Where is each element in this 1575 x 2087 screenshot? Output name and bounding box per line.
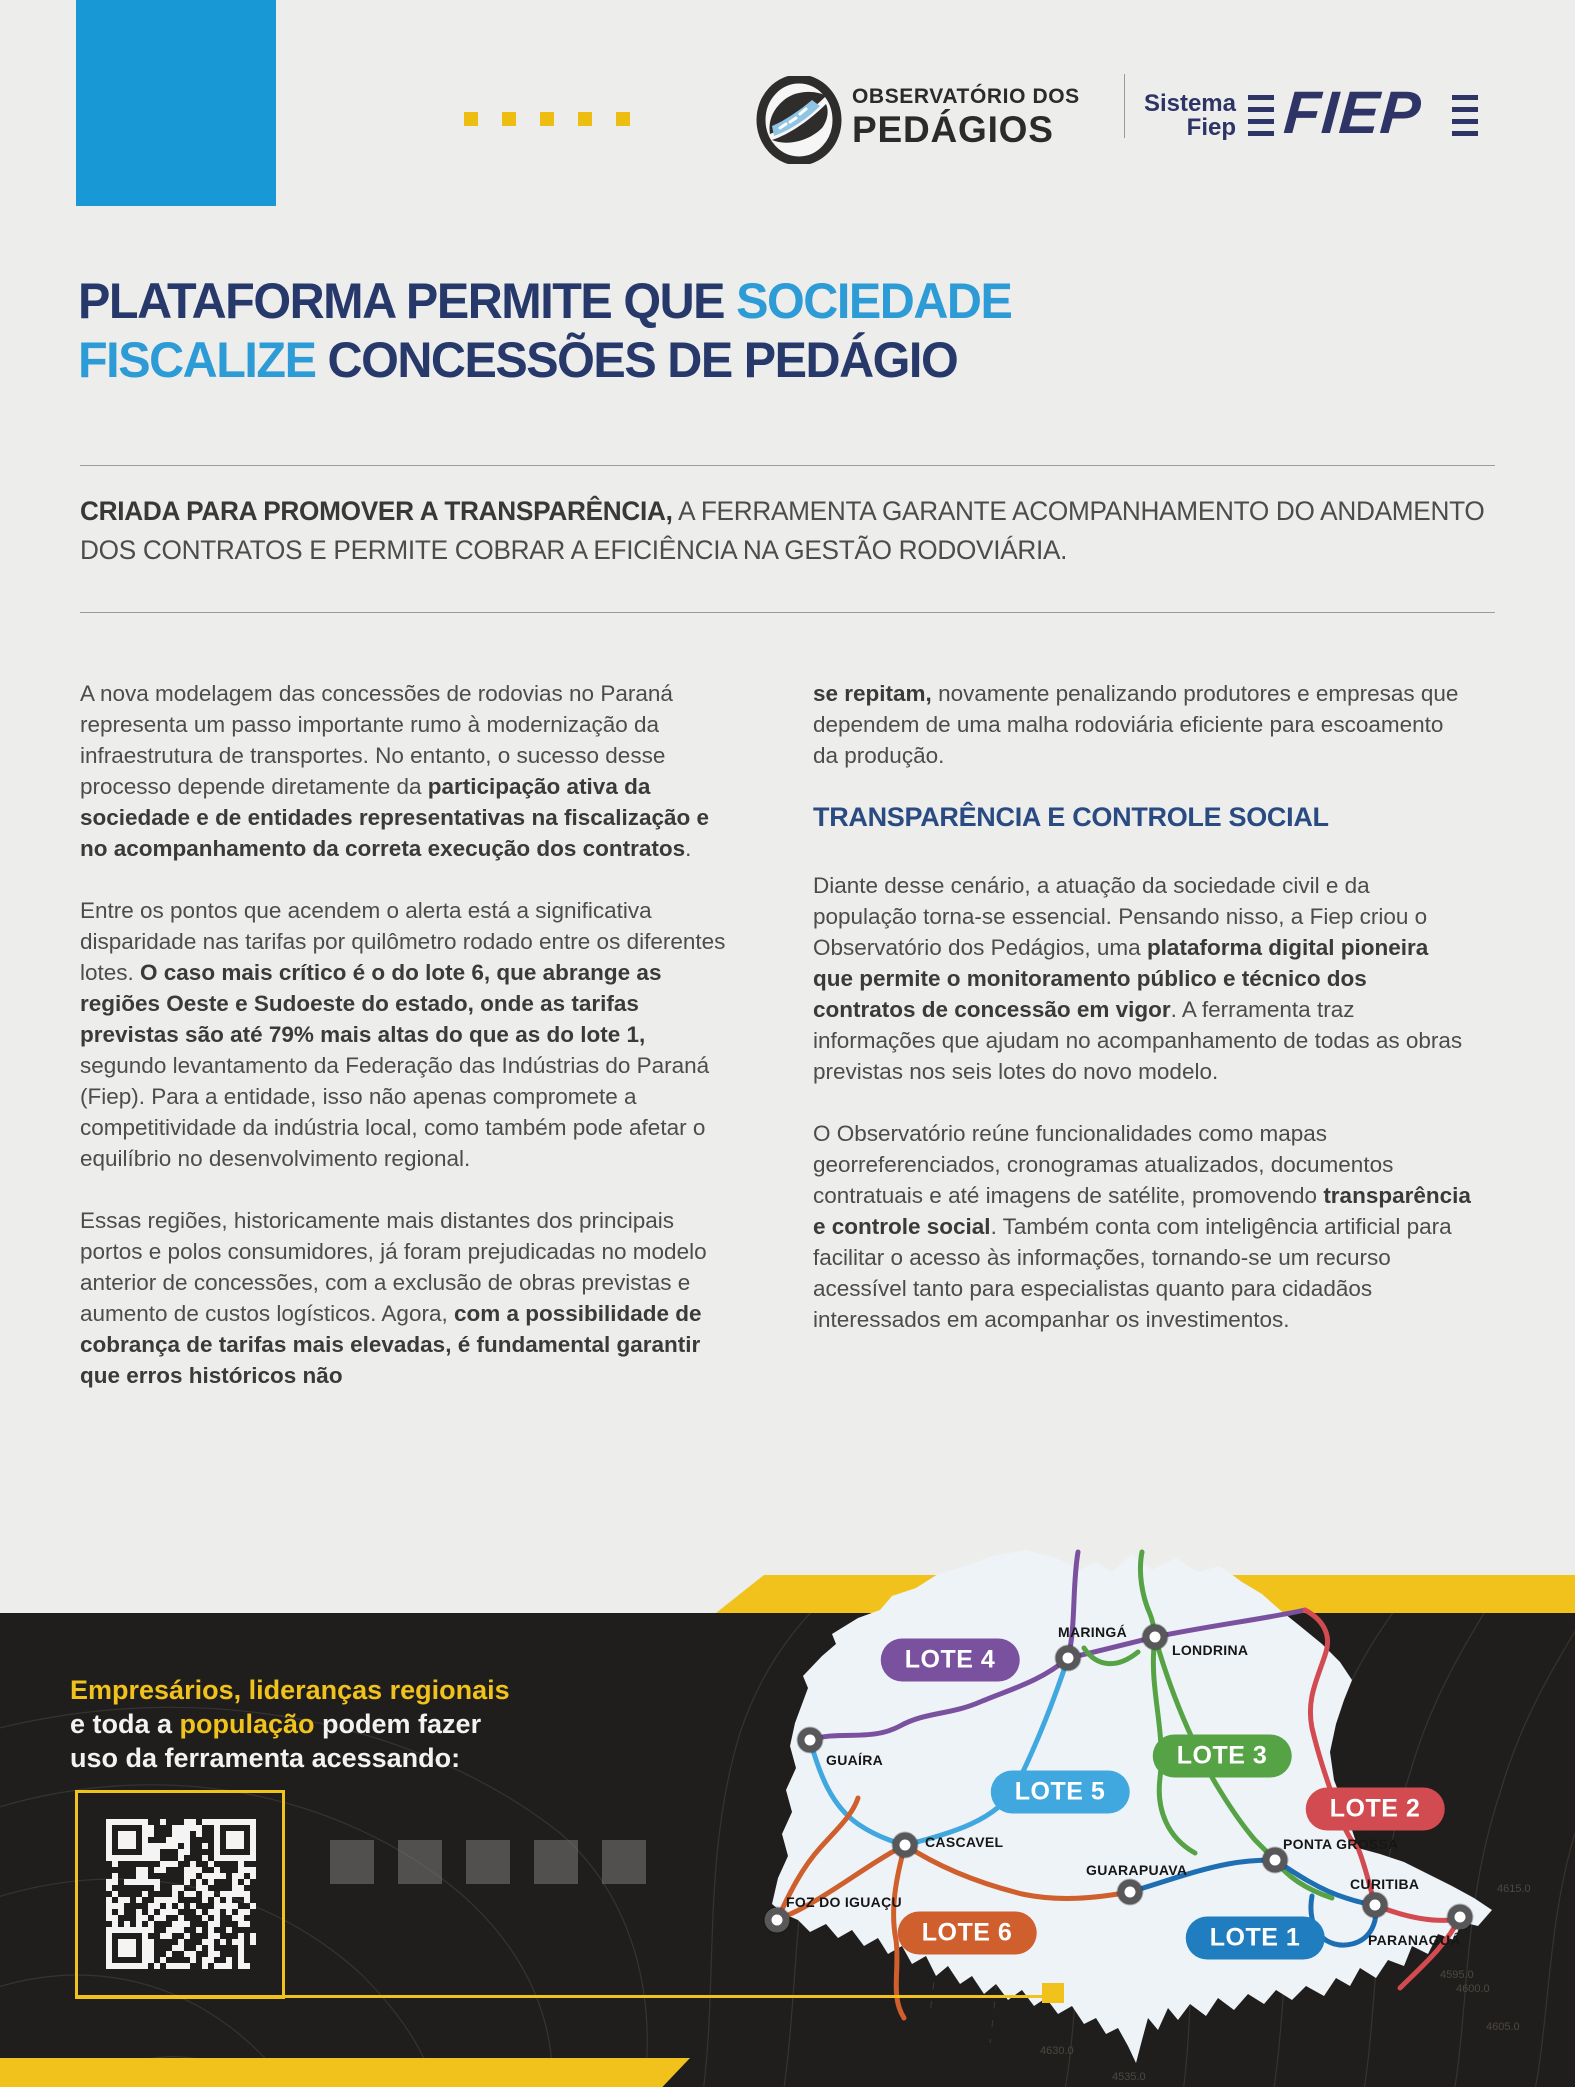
badge-lote-3: LOTE 3 xyxy=(1153,1735,1292,1778)
city-label: GUAÍRA xyxy=(826,1752,884,1768)
article-column-left xyxy=(80,678,730,1422)
text-segment: com a possibilidade de cobrança de tarifas mais elevadas, é fundamental garantir que erros históricos não xyxy=(80,1301,702,1388)
qr-code xyxy=(75,1790,285,1999)
gray-square xyxy=(534,1840,578,1884)
lede-paragraph xyxy=(80,492,1516,570)
sistema-fiep-label xyxy=(1138,92,1236,140)
observatorio-logo-text xyxy=(852,86,1080,148)
paragraph xyxy=(80,1205,730,1391)
contour-elevation-label: 4535.0 xyxy=(1112,2071,1146,2083)
gray-square xyxy=(330,1840,374,1884)
text-segment: FISCALIZE xyxy=(78,332,316,388)
fiep-dash-decoration xyxy=(1248,95,1274,136)
paragraph xyxy=(813,678,1473,771)
text-segment: O Observatório reúne funcionalidades como mapas georreferenciados, cronogramas atualizados, documentos contratuais e até imagens de satélite, promovendo xyxy=(813,1121,1394,1208)
blue-accent-square xyxy=(76,0,276,206)
city-marker-guaíra xyxy=(798,1728,823,1753)
sistema-line1: Sistema xyxy=(1143,90,1236,117)
city-label: PONTA GROSSA xyxy=(1283,1836,1399,1852)
gray-square xyxy=(398,1840,442,1884)
text-segment: CONCESSÕES DE PEDÁGIO xyxy=(315,332,958,388)
text-segment: A nova modelagem das concessões de rodovias no Paraná representa um passo importante rumo à modernização da infraestrutura de transportes. No entanto, o sucesso desse processo depende diretamente da xyxy=(80,681,673,799)
header-divider xyxy=(1124,74,1125,138)
yellow-dot xyxy=(616,112,630,126)
contour-elevation-label: 4595.0 xyxy=(1440,1969,1474,1981)
city-label: CURITIBA xyxy=(1350,1876,1420,1892)
contour-elevation-label: 4630.0 xyxy=(1040,2045,1074,2057)
article-column-right xyxy=(813,678,1473,1422)
cta-line1 xyxy=(70,1673,510,1707)
city-marker-cascavel xyxy=(893,1833,918,1858)
text-segment: Entre os pontos que acendem o alerta está a significativa disparidade nas tarifas por quilômetro rodado entre os diferentes lotes. xyxy=(80,898,726,985)
yellow-dot xyxy=(540,112,554,126)
paragraph xyxy=(813,1118,1473,1335)
contour-elevation-label: 4605.0 xyxy=(1486,2021,1520,2033)
yellow-dot xyxy=(502,112,516,126)
contour-elevation-label: 4615.0 xyxy=(1497,1883,1531,1895)
text-segment: e toda a xyxy=(70,1709,180,1739)
yellow-dot xyxy=(578,112,592,126)
text-segment: PLATAFORMA PERMITE QUE xyxy=(78,273,737,329)
gray-squares-decoration xyxy=(330,1840,646,1884)
text-segment: participação ativa da sociedade e de entidades representativas na fiscalização e no acompanhamento da correta execução dos contratos xyxy=(80,774,710,861)
text-segment: Essas regiões, historicamente mais distantes dos principais portos e polos consumidores, já foram prejudicadas no modelo anterior de concessões, com a exclusão de obras previstas e aumento de custos logísticos. Agora, xyxy=(80,1208,707,1326)
yellow-dots-row xyxy=(464,112,630,126)
badge-lote-4: LOTE 4 xyxy=(881,1639,1020,1682)
divider-rule-bottom xyxy=(80,612,1495,613)
parana-lots-map xyxy=(740,1548,1500,2087)
text-segment: Diante desse cenário, a atuação da sociedade civil e da população torna-se essencial. Pensando nisso, a Fiep criou o Observatório dos Pedágios, uma xyxy=(813,873,1428,960)
observatorio-line2: PEDÁGIOS xyxy=(852,109,1054,150)
city-label: MARINGÁ xyxy=(1058,1624,1127,1640)
yellow-dot xyxy=(464,112,478,126)
city-label: GUARAPUAVA xyxy=(1086,1862,1188,1878)
badge-lote-6: LOTE 6 xyxy=(898,1912,1037,1955)
article-columns xyxy=(80,678,1500,1422)
city-label: FOZ DO IGUAÇU xyxy=(786,1894,902,1910)
city-marker-guarapuava xyxy=(1118,1880,1143,1905)
text-segment: . A ferramenta traz informações que ajudam no acompanhamento de todas as obras previstas nos seis lotes do novo modelo. xyxy=(813,997,1463,1084)
title-line2 xyxy=(78,332,957,388)
section-heading: TRANSPARÊNCIA E CONTROLE SOCIAL xyxy=(813,802,1329,832)
text-segment: uso da ferramenta acessando: xyxy=(70,1743,461,1773)
cta-text xyxy=(70,1673,510,1775)
text-segment: plataforma digital pioneira que permite o monitoramento público e técnico dos contratos de concessão em vigor xyxy=(813,935,1429,1022)
text-segment: CRIADA PARA PROMOVER A TRANSPARÊNCIA, xyxy=(80,496,673,526)
text-segment: Empresários, lideranças regionais xyxy=(70,1675,510,1705)
city-marker-foz-do-iguaçu xyxy=(765,1908,790,1933)
city-label: CASCAVEL xyxy=(925,1834,1004,1850)
text-segment: SOCIEDADE xyxy=(736,273,1012,329)
text-segment: A FERRAMENTA GARANTE ACOMPANHAMENTO DO ANDAMENTO DOS CONTRATOS E PERMITE COBRAR A EFICIÊNCIA NA GESTÃO RODOVIÁRIA. xyxy=(80,496,1485,565)
fiep-dash-decoration xyxy=(1452,95,1478,136)
cta-line2 xyxy=(70,1707,510,1741)
paragraph xyxy=(80,895,730,1174)
badge-lote-1: LOTE 1 xyxy=(1186,1917,1325,1960)
observatorio-line1: OBSERVATÓRIO DOS xyxy=(852,85,1080,108)
sistema-line2: Fiep xyxy=(1186,114,1236,141)
city-marker-curitiba xyxy=(1363,1893,1388,1918)
city-marker-londrina xyxy=(1143,1625,1168,1650)
fiep-wordmark: FIEP xyxy=(1281,79,1424,146)
city-label: LONDRINA xyxy=(1172,1642,1249,1658)
text-segment: O caso mais crítico é o do lote 6, que abrange as regiões Oeste e Sudoeste do estado, onde as tarifas previstas são até 79% mais altas do que as do lote 1, xyxy=(80,960,662,1047)
text-segment: transparência e controle social xyxy=(813,1183,1471,1239)
text-segment: . xyxy=(685,836,692,861)
text-segment: podem fazer xyxy=(314,1709,482,1739)
qr-connector-cap xyxy=(1042,1983,1064,2003)
city-marker-maringá xyxy=(1056,1646,1081,1671)
city-label: PARANAGUÁ xyxy=(1368,1932,1461,1948)
observatorio-pedagios-logo-icon xyxy=(756,76,842,164)
divider-rule-top xyxy=(80,465,1495,466)
text-segment: . Também conta com inteligência artificial para facilitar o acesso às informações, tornando-se um recurso acessível tanto para especialistas quanto para cidadãos interessados em acompanhar os investimentos. xyxy=(813,1214,1452,1332)
qr-code-pattern xyxy=(106,1819,256,1969)
page-title xyxy=(78,272,1011,390)
cta-line3 xyxy=(70,1741,510,1775)
text-segment: novamente penalizando produtores e empresas que dependem de uma malha rodoviária eficiente para escoamento da produção. xyxy=(813,681,1459,768)
gray-square xyxy=(466,1840,510,1884)
paragraph xyxy=(80,678,730,864)
text-segment: população xyxy=(179,1709,315,1739)
paragraph xyxy=(813,870,1473,1087)
text-segment: se repitam, xyxy=(813,681,932,706)
yellow-wedge xyxy=(0,2058,690,2087)
badge-lote-2: LOTE 2 xyxy=(1306,1788,1445,1831)
city-marker-paranaguá xyxy=(1448,1905,1473,1930)
qr-connector-line xyxy=(75,1995,1047,1998)
gray-square xyxy=(602,1840,646,1884)
badge-lote-5: LOTE 5 xyxy=(991,1771,1130,1814)
title-line1 xyxy=(78,273,1011,329)
contour-elevation-label: 4600.0 xyxy=(1456,1983,1490,1995)
text-segment: segundo levantamento da Federação das Indústrias do Paraná (Fiep). Para a entidade, isso não apenas compromete a competitividade da indústria local, como também pode afetar o equilíbrio no desenvolvimento regional. xyxy=(80,1053,710,1171)
